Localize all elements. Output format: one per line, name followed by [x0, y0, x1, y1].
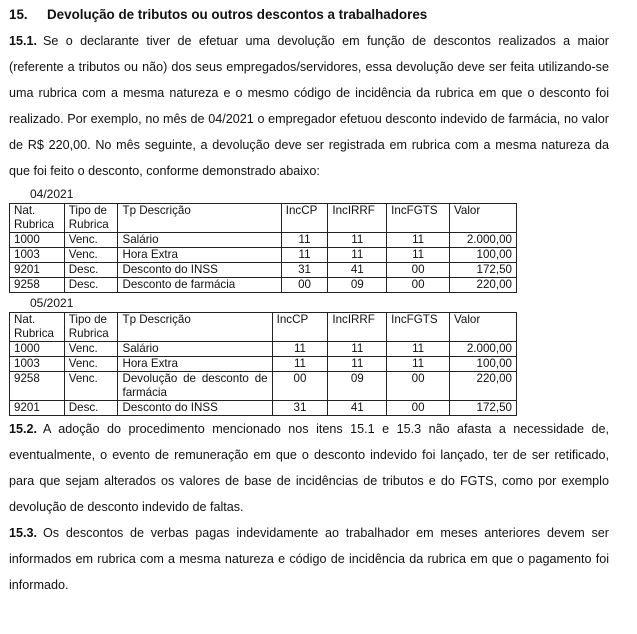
cell-incirrf: 41 [328, 401, 387, 416]
cell-incfgts: 11 [387, 233, 450, 248]
cell-nat: 9258 [10, 372, 65, 401]
cell-nat: 1003 [10, 357, 65, 372]
cell-tipo: Desc. [64, 401, 118, 416]
cell-nat: 9258 [10, 278, 65, 293]
cell-inccp: 11 [281, 248, 328, 263]
cell-descricao: Hora Extra [118, 357, 272, 372]
header-nat: Nat. Rubrica [10, 313, 65, 342]
cell-incfgts: 11 [387, 248, 450, 263]
cell-nat: 9201 [10, 401, 65, 416]
section-heading [9, 6, 609, 23]
cell-descricao: Hora Extra [118, 248, 281, 263]
rubrica-table-april [9, 203, 517, 293]
header-descricao: Tp Descrição [118, 313, 272, 342]
paragraph-15-1 [9, 28, 609, 184]
cell-inccp: 31 [281, 263, 328, 278]
header-incirrf: IncIRRF [328, 313, 387, 342]
paragraph-15-3 [9, 520, 609, 598]
cell-valor: 172,50 [450, 401, 517, 416]
cell-descricao: Desconto do INSS [118, 401, 272, 416]
cell-incirrf: 09 [328, 372, 387, 401]
cell-inccp: 11 [272, 357, 328, 372]
table1-month-label: 04/2021 [30, 187, 74, 201]
cell-tipo: Desc. [64, 278, 118, 293]
cell-descricao: Desconto do INSS [118, 263, 281, 278]
cell-incirrf: 11 [328, 233, 387, 248]
header-incfgts: IncFGTS [387, 313, 450, 342]
cell-descricao: Salário [118, 233, 281, 248]
header-inccp: IncCP [272, 313, 328, 342]
cell-incfgts: 00 [387, 372, 450, 401]
cell-nat: 9201 [10, 263, 65, 278]
table-row [10, 263, 517, 278]
paragraph-number: 15.2. [9, 422, 38, 436]
cell-inccp: 00 [272, 372, 328, 401]
cell-descricao: Devolução de desconto de farmácia [118, 372, 272, 401]
paragraph-number: 15.1. [9, 34, 38, 48]
cell-tipo: Venc. [64, 357, 118, 372]
cell-tipo: Venc. [64, 233, 118, 248]
cell-tipo: Venc. [64, 248, 118, 263]
cell-inccp: 31 [272, 401, 328, 416]
header-nat: Nat. Rubrica [10, 204, 65, 233]
cell-valor: 172,50 [450, 263, 517, 278]
table-row [10, 248, 517, 263]
table2-month-label: 05/2021 [30, 296, 74, 310]
cell-tipo: Venc. [64, 372, 118, 401]
table-header-row [10, 204, 517, 233]
cell-incirrf: 41 [328, 263, 387, 278]
document-page [9, 6, 609, 598]
cell-valor: 2.000,00 [450, 342, 517, 357]
table-header-row [10, 313, 517, 342]
cell-descricao: Salário [118, 342, 272, 357]
table-row [10, 278, 517, 293]
cell-valor: 220,00 [450, 278, 517, 293]
cell-valor: 2.000,00 [450, 233, 517, 248]
cell-inccp: 11 [272, 342, 328, 357]
cell-nat: 1000 [10, 233, 65, 248]
cell-incirrf: 11 [328, 248, 387, 263]
cell-tipo: Venc. [64, 342, 118, 357]
cell-nat: 1000 [10, 342, 65, 357]
section-title: Devolução de tributos ou outros descontos a trabalhadores [47, 7, 428, 22]
table-row [10, 401, 517, 416]
cell-valor: 220,00 [450, 372, 517, 401]
header-incirrf: IncIRRF [328, 204, 387, 233]
header-valor: Valor [450, 204, 517, 233]
cell-incfgts: 00 [387, 401, 450, 416]
table-row [10, 372, 517, 401]
header-tipo: Tipo de Rubrica [64, 313, 118, 342]
header-valor: Valor [450, 313, 517, 342]
section-number: 15. [9, 7, 28, 22]
cell-incfgts: 11 [387, 357, 450, 372]
table-row [10, 342, 517, 357]
paragraph-text: Se o declarante tiver de efetuar uma devolução em função de descontos realizados a maior (referente a tributos ou não) dos seus empregados/servidores, essa devolução deve ser feita utilizando-se uma rubrica com a mesma natureza e o mesmo código de incidência da rubrica em que o desconto foi realizado. Por exemplo, no mês de 04/2021 o empregador efetuou desconto indevido de farmácia, no valor de R$ 220,00. No mês seguinte, a devolução deve ser registrada em rubrica com a mesma natureza da que foi feito o desconto, conforme demonstrado abaixo: [9, 34, 609, 178]
cell-tipo: Desc. [64, 263, 118, 278]
header-tipo: Tipo de Rubrica [64, 204, 118, 233]
cell-inccp: 11 [281, 233, 328, 248]
cell-valor: 100,00 [450, 248, 517, 263]
paragraph-text: A adoção do procedimento mencionado nos itens 15.1 e 15.3 não afasta a necessidade de, eventualmente, o evento de remuneração em que o desconto indevido foi lançado, ter de ser retificado, para que sejam alterados os valores de base de incidências de tributos e do FGTS, como por exemplo devolução de desconto indevido de faltas. [9, 422, 609, 514]
table-row [10, 357, 517, 372]
table-row [10, 233, 517, 248]
cell-inccp: 00 [281, 278, 328, 293]
paragraph-number: 15.3. [9, 526, 38, 540]
rubrica-table-may [9, 312, 517, 416]
cell-incirrf: 11 [328, 357, 387, 372]
cell-incfgts: 00 [387, 263, 450, 278]
paragraph-15-2 [9, 416, 609, 520]
header-descricao: Tp Descrição [118, 204, 281, 233]
header-inccp: IncCP [281, 204, 328, 233]
cell-incfgts: 00 [387, 278, 450, 293]
cell-incfgts: 11 [387, 342, 450, 357]
cell-incirrf: 11 [328, 342, 387, 357]
header-incfgts: IncFGTS [387, 204, 450, 233]
cell-valor: 100,00 [450, 357, 517, 372]
cell-incirrf: 09 [328, 278, 387, 293]
paragraph-text: Os descontos de verbas pagas indevidamente ao trabalhador em meses anteriores devem ser informados em rubrica com a mesma natureza e código de incidência da rubrica em que o pagamento foi informado. [9, 526, 609, 592]
cell-nat: 1003 [10, 248, 65, 263]
cell-descricao: Desconto de farmácia [118, 278, 281, 293]
